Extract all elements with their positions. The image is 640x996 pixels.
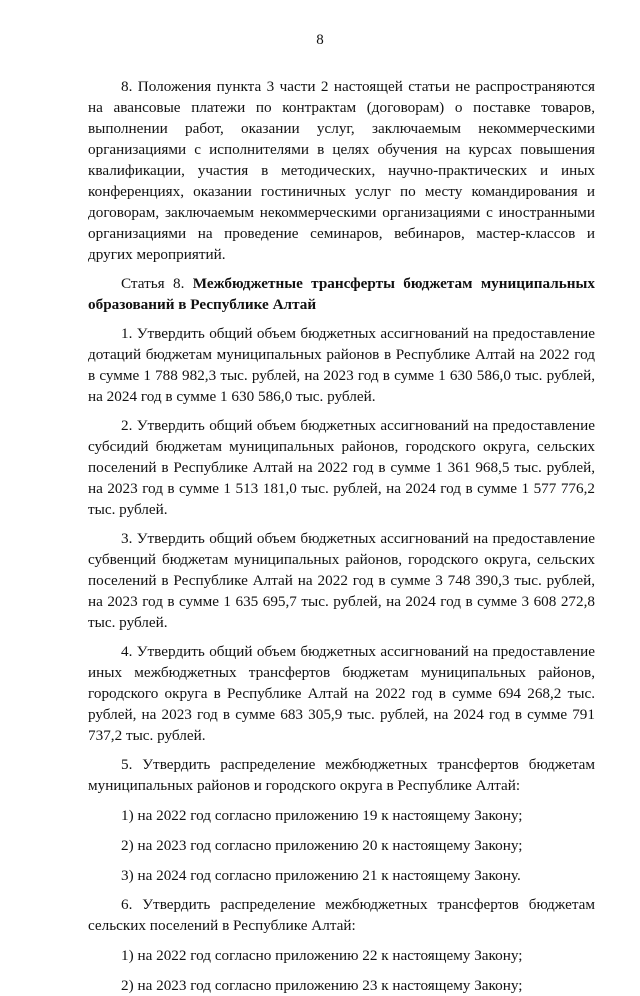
clause-1: 1. Утвердить общий объем бюджетных ассигнований на предоставление дотаций бюджетам муниципальных районов в Республике Алтай на 2022 год в сумме 1 788 982,3 тыс. рублей, на 2023 год в сумме 1 630 586,0 тыс. рублей, на 2024 год в сумме 1 630 586,0 тыс. рублей. (88, 325, 595, 405)
clause-5: 5. Утвердить распределение межбюджетных трансфертов бюджетам муниципальных районов и городского округа в Республике Алтай: (88, 756, 595, 794)
clause-6-item-2: 2) на 2023 год согласно приложению 23 к настоящему Закону; (121, 977, 523, 994)
paragraph-8: 8. Положения пункта 3 части 2 настоящей статьи не распространяются на авансовые платежи по контрактам (договорам) о поставке товаров, выполнении работ, оказании услуг, заключаемым некоммерческими организациями с исполнителями в целях обучения на курсах повышения квалификации, участия в методических, научно-практических и иных конференциях, оказании гостиничных услуг по месту командирования и договорам, заключаемым некоммерческими организациями с иностранными организациями на проведение семинаров, вебинаров, мастер-классов и других мероприятий. (88, 78, 595, 263)
article-number: Статья 8. (121, 275, 193, 292)
clause-5-item-1: 1) на 2022 год согласно приложению 19 к настоящему Закону; (121, 807, 523, 824)
clause-5-item-2: 2) на 2023 год согласно приложению 20 к настоящему Закону; (121, 837, 523, 854)
document-body (88, 76, 595, 996)
article-heading (88, 273, 595, 315)
article-title: Межбюджетные трансферты бюджетам муниципальных образований в Республике Алтай (88, 275, 595, 313)
clause-5-item-3: 3) на 2024 год согласно приложению 21 к настоящему Закону. (121, 867, 521, 884)
clause-6: 6. Утвердить распределение межбюджетных трансфертов бюджетам сельских поселений в Республике Алтай: (88, 896, 595, 934)
clause-4: 4. Утвердить общий объем бюджетных ассигнований на предоставление иных межбюджетных трансфертов бюджетам муниципальных районов, городского округа в Республике Алтай на 2022 год в сумме 694 268,2 тыс. рублей, на 2023 год в сумме 683 305,9 тыс. рублей, на 2024 год в сумме 791 737,2 тыс. рублей. (88, 643, 595, 744)
clause-6-item-1: 1) на 2022 год согласно приложению 22 к настоящему Закону; (121, 947, 523, 964)
clause-3: 3. Утвердить общий объем бюджетных ассигнований на предоставление субвенций бюджетам муниципальных районов, городского округа, сельских поселений в Республике Алтай на 2022 год в сумме 3 748 390,3 тыс. рублей, на 2023 год в сумме 1 635 695,7 тыс. рублей, на 2024 год в сумме 3 608 272,8 тыс. рублей. (88, 530, 595, 631)
clause-2: 2. Утвердить общий объем бюджетных ассигнований на предоставление субсидий бюджетам муниципальных районов, городского округа, сельских поселений в Республике Алтай на 2022 год в сумме 1 361 968,5 тыс. рублей, на 2023 год в сумме 1 513 181,0 тыс. рублей, на 2024 год в сумме 1 577 776,2 тыс. рублей. (88, 417, 595, 518)
page-number: 8 (316, 32, 324, 48)
